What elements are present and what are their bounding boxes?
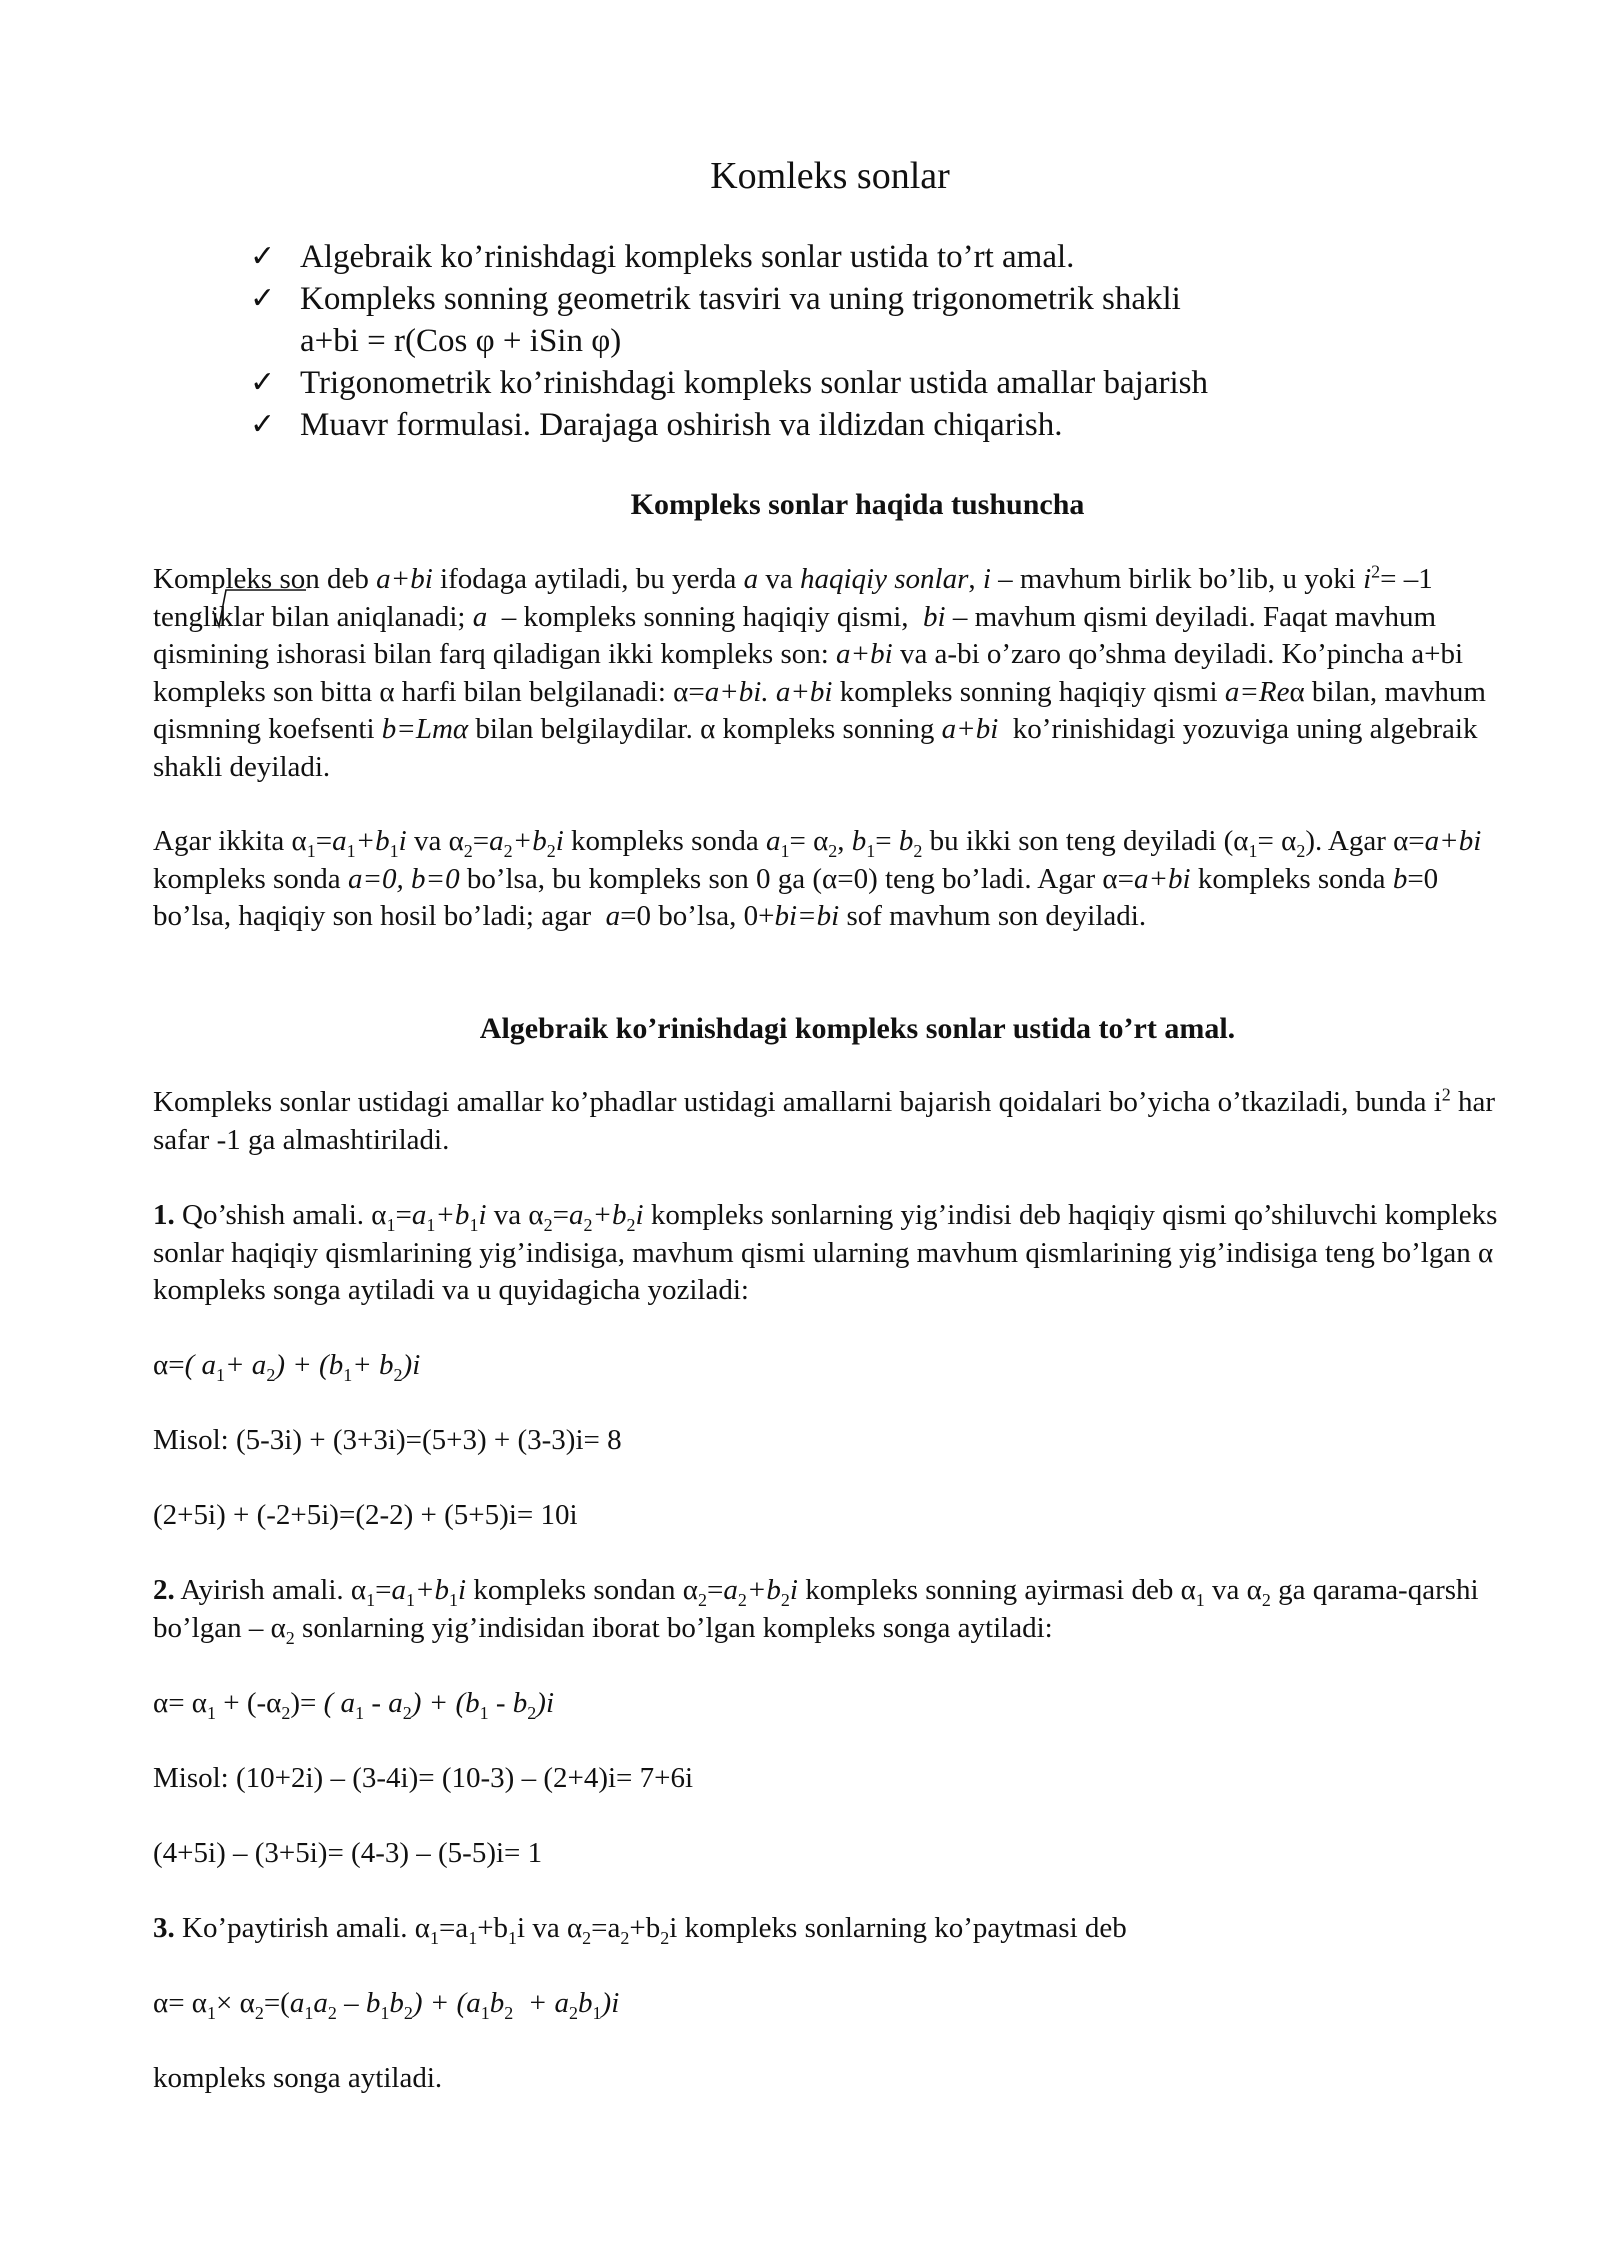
paragraph-addition: 1. Qo’shish amali. $\alpha_1=a_1+b_1i$ va $\alpha_2=a_2+b_2i$ kompleks sonlarning yig’indisi deb haqiqiy qismi qo’shiluvchi kompleks sonlar haqiqiy qismlarining yig’indisiga, mavhum qismi ularning mavhum qismlarining yig’indisiga teng bo’lgan α kompleks songa aytiladi va u quyidagicha yoziladi: <box>153 1199 1498 1306</box>
sqrt-sign-icon <box>213 590 306 626</box>
addition-example-1: Misol: (5-3i) + (3+3i)=(5+3) + (3-3)i= 8 <box>153 1424 622 1456</box>
trig-form-formula: a+bi = r(Cos φ + iSin φ) <box>300 323 622 359</box>
section-heading-operations: Algebraik ko’rinishdagi kompleks sonlar ustida to’rt amal. <box>479 1012 1236 1045</box>
closing-text: kompleks songa aytiladi. <box>153 2062 443 2094</box>
checklist-item: ✓ Muavr formulasi. Darajaga oshirish va ildizdan chiqarish. <box>250 404 1400 446</box>
checkmark-icon: ✓ <box>250 407 276 442</box>
subtraction-example-1: Misol: (10+2i) – (3-4i)= (10-3) – (2+4)i= 7+6i <box>153 1762 694 1794</box>
page-title: Komleks sonlar <box>710 155 950 197</box>
section-heading-concept: Kompleks sonlar haqida tushuncha <box>630 488 1085 521</box>
addition-formula: α=( $a_1+ a_2) + (b_1+ b_2)i$ <box>153 1349 421 1385</box>
subtraction-formula: $\alpha= \alpha_1 + (-\alpha_2)=$ ( $a_1 - a_2) + (b_1 - b_2)i$ <box>153 1687 555 1723</box>
checklist-item: ✓ Trigonometrik ko’rinishdagi kompleks sonlar ustida amallar bajarish <box>250 362 1400 404</box>
paragraph-multiplication: 3. Ko’paytirish amali. $\alpha_1=a_1+b_1i$ va $\alpha_2=a_2+b_2i$ kompleks sonlarning ko’paytmasi deb <box>153 1912 1127 1948</box>
paragraph-subtraction: 2. Ayirish amali. $\alpha_1=a_1+b_1i$ kompleks sondan $\alpha_2=a_2+b_2i$ kompleks sonning ayirmasi deb $\alpha_1$ va $\alpha_2$ ga qarama-qarshi bo’lgan – $\alpha_2$ sonlarning yig’indisidan iborat bo’lgan kompleks songa aytiladi: <box>153 1574 1479 1648</box>
subtraction-example-2: (4+5i) – (3+5i)= (4-3) – (5-5)i= 1 <box>153 1837 543 1869</box>
multiplication-formula: $\alpha= \alpha_1\times \alpha_2=(a_1a_2 - b_1b_2) + (a_1b_2 + a_2b_1)i$ <box>153 1987 620 2023</box>
addition-example-2: (2+5i) + (-2+5i)=(2-2) + (5+5)i= 10i <box>153 1499 578 1531</box>
paragraph-definition: Kompleks son deb a+bi ifodaga aytiladi, bu yerda a va haqiqiy sonlar, i – mavhum birlik bo’lib, u yoki $i^2= -1$ tengliklar bilan aniqlanadi; a – kompleks sonning haqiqiy qismi, bi – mavhum qismi deyiladi. Faqat mavhum qismining ishorasi bilan farq qiladigan ikki kompleks son: a+bi va a-bi o’zaro qo’shma deyiladi. Ko’pincha a+bi kompleks son bitta α harfi bilan belgilanadi: α=a+bi. a+bi kompleks sonning haqiqiy qismi a=Reα bilan, mavhum qismning koefsenti b=Lmα bilan belgilaydilar. α kompleks sonning a+bi ko’rinishidagi yozuviga uning algebraik shakli deyiladi. <box>153 561 1486 783</box>
paragraph-equality: Agar ikkita $\alpha_1=a_1+b_1i$ va $\alpha_2=a_2+b_2i$ kompleks sonda $a_1= \alpha_2$, $b_1= b_2$ bu ikki son teng deyiladi $(\alpha_1= \alpha_2)$. Agar α=a+bi kompleks sonda a=0, b=0 bo’lsa, bu kompleks son 0 ga (α=0) teng bo’ladi. Agar α=a+bi kompleks sonda b=0 bo’lsa, haqiqiy son hosil bo’ladi; agar a=0 bo’lsa, 0+bi=bi sof mavhum son deyiladi. <box>153 825 1482 932</box>
checkmark-icon: ✓ <box>250 281 276 316</box>
checkmark-icon: ✓ <box>250 365 276 400</box>
paragraph-operations-intro: Kompleks sonlar ustidagi amallar ko’phadlar ustidagi amallarni bajarish qoidalari bo’yicha o’tkaziladi, bunda $i^2$ har safar -1 ga almashtiriladi. <box>153 1084 1496 1156</box>
checkmark-icon: ✓ <box>250 239 276 274</box>
checklist-item: ✓ Algebraik ko’rinishdagi kompleks sonlar ustida to’rt amal. <box>250 236 1400 278</box>
checklist-item: ✓ Kompleks sonning geometrik tasviri va uning trigonometrik shakli a+bi = r(Cos φ + iSin φ) <box>250 278 1400 362</box>
